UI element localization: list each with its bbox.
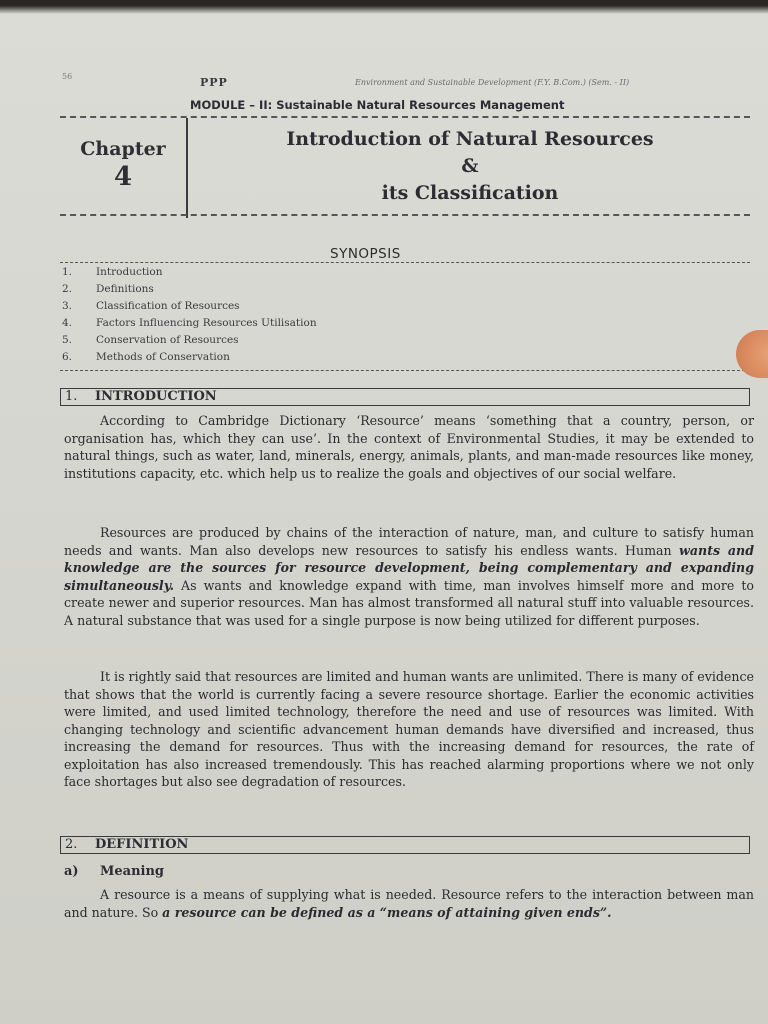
page-top-shadow [0, 0, 768, 14]
subheading-meaning: a) Meaning [64, 864, 165, 879]
synopsis-item: 1. Introduction [62, 266, 163, 278]
paragraph-1: According to Cambridge Dictionary ‘Resource’ means ‘something that a country, person, or organisation has, which they can use’. In the context of Environmental Studies, it may be extended to natural things, such as water, land, minerals, energy, animals, plants, and man-made resources like money, institutions capacity, etc. which help us to realize the goals and objectives of our social welfare. [64, 413, 754, 481]
chapter-title-line3: its Classification [381, 182, 559, 204]
synopsis-item: 2. Definitions [62, 283, 154, 295]
paragraph-3: It is rightly said that resources are limited and human wants are unlimited. There is many of evidence that shows that the world is currently facing a severe resource shortage. Earlier the economic activities were limited, and used limited technology, therefore the need and use of resources was limited. With changing technology and scientific advancement human demands have diversified and increased, thus increasing the demand for resources. Thus with the increasing demand for resources, the rate of exploitation has also increased tremendously. This has reached alarming proportions where we not only face shortages but also see degradation of resources. [64, 669, 754, 789]
synopsis-item: 3. Classification of Resources [62, 300, 240, 312]
page-number: 56 [62, 72, 73, 81]
synopsis-item: 5. Conservation of Resources [62, 334, 239, 346]
running-head: Environment and Sustainable Development (F.Y. B.Com.) (Sem. - II) [355, 78, 630, 87]
title-rule [60, 214, 750, 216]
synopsis-item: 4. Factors Influencing Resources Utilisation [62, 317, 317, 329]
chapter-title [200, 126, 740, 207]
chapter-label-box [60, 118, 188, 218]
module-title: MODULE – II: Sustainable Natural Resources Management [190, 98, 565, 112]
synopsis-list [62, 264, 317, 366]
paragraph-2: Resources are produced by chains of the interaction of nature, man, and culture to satisfy human needs and wants. Man also develops new resources to satisfy his endless wants. Human wants and knowledge are the sources for resource development, being complementary and expanding simultaneously. As wants and knowledge expand with time, man involves himself more and more to create newer and superior resources. Man has almost transformed all natural stuff into valuable resources. A natural substance that was used for a single purpose is now being utilized for different purposes. [64, 525, 755, 628]
synopsis-rule-bottom [60, 370, 750, 371]
chapter-number: 4 [113, 162, 133, 192]
section-heading-definition: 2. DEFINITION [60, 836, 750, 854]
synopsis-heading: SYNOPSIS [330, 246, 401, 262]
section-heading-introduction: 1. INTRODUCTION [60, 388, 750, 406]
chapter-title-line1: Introduction of Natural Resources [286, 128, 654, 150]
publisher-logo: PPP [200, 76, 228, 89]
chapter-title-line2: & [461, 155, 479, 177]
paragraph-4: A resource is a means of supplying what is needed. Resource refers to the interaction between man and nature. So a resource can be defined as a “means of attaining given ends”. [64, 887, 754, 920]
synopsis-item: 6. Methods of Conservation [62, 351, 230, 363]
synopsis-rule-top [60, 262, 750, 263]
chapter-word: Chapter [80, 138, 166, 160]
